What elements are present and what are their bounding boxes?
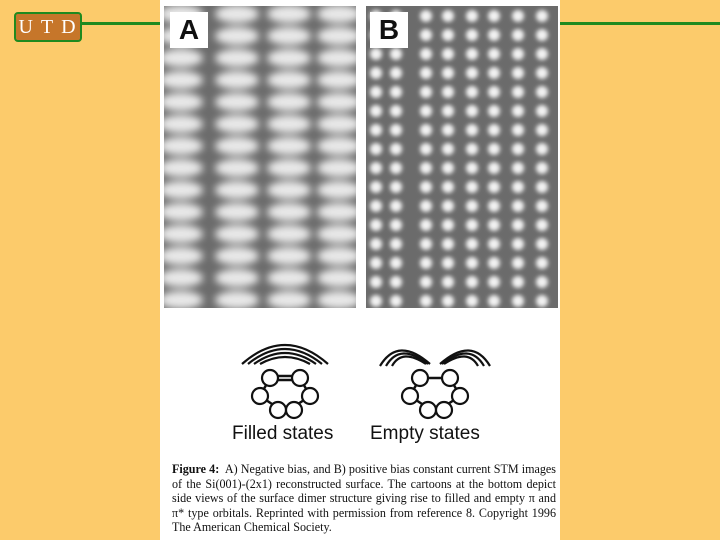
stm-blob (215, 27, 259, 45)
stm-blob (267, 137, 311, 155)
stm-blob (317, 247, 356, 265)
stm-blob (164, 247, 203, 265)
stm-blob (267, 27, 311, 45)
panel-a-label: A (170, 12, 208, 48)
stm-dot (420, 10, 432, 22)
stm-dot (536, 86, 548, 98)
stm-dot (420, 67, 432, 79)
stm-blob (215, 247, 259, 265)
header-rule-right (560, 22, 720, 25)
empty-states-label: Empty states (370, 423, 480, 444)
stm-dot (370, 105, 382, 117)
stm-blob (164, 225, 203, 243)
stm-dot (536, 162, 548, 174)
stm-dot (536, 10, 548, 22)
stm-dot (488, 200, 500, 212)
stm-dot (466, 67, 478, 79)
stm-dot (488, 219, 500, 231)
stm-blob (215, 71, 259, 89)
stm-blob (317, 6, 356, 23)
stm-dot (420, 86, 432, 98)
empty-states-cartoon (370, 334, 500, 424)
stm-blob (317, 269, 356, 287)
stm-dot (488, 257, 500, 269)
stm-dot (370, 257, 382, 269)
stm-dot (420, 29, 432, 41)
stm-blob (164, 269, 203, 287)
stm-dot (370, 181, 382, 193)
stm-blob (317, 225, 356, 243)
stm-dot (488, 124, 500, 136)
stm-dot (536, 48, 548, 60)
stm-dot (512, 219, 524, 231)
stm-blob (267, 291, 311, 308)
stm-dot (420, 200, 432, 212)
stm-dot (442, 295, 454, 307)
stm-dot (370, 276, 382, 288)
stm-dot (370, 238, 382, 250)
stm-dot (390, 67, 402, 79)
logo-text: UTD (18, 15, 84, 38)
stm-dot (390, 48, 402, 60)
stm-dot (420, 124, 432, 136)
stm-blob (267, 71, 311, 89)
stm-dot (442, 86, 454, 98)
stm-dot (512, 124, 524, 136)
stm-blob (164, 49, 203, 67)
stm-dot (536, 67, 548, 79)
stm-dot (488, 105, 500, 117)
stm-blob (215, 203, 259, 221)
stm-dot (370, 124, 382, 136)
stm-image-a (164, 6, 356, 308)
stm-dot (512, 29, 524, 41)
stm-dot (466, 162, 478, 174)
stm-dot (370, 86, 382, 98)
stm-blob (215, 49, 259, 67)
stm-dot (442, 200, 454, 212)
stm-dot (536, 124, 548, 136)
stm-dot (536, 257, 548, 269)
stm-dot (512, 200, 524, 212)
stm-dot (512, 10, 524, 22)
stm-blob (215, 137, 259, 155)
stm-dot (390, 105, 402, 117)
stm-dot (536, 295, 548, 307)
filled-states-label: Filled states (232, 423, 334, 444)
stm-dot (466, 276, 478, 288)
stm-dot (420, 276, 432, 288)
stm-dot (420, 257, 432, 269)
stm-dot (442, 162, 454, 174)
stm-dot (442, 105, 454, 117)
stm-dot (370, 67, 382, 79)
stm-dot (512, 86, 524, 98)
utd-logo (14, 12, 82, 42)
header-rule-left (82, 22, 160, 25)
stm-dot (512, 276, 524, 288)
stm-dot (466, 124, 478, 136)
stm-dot (442, 48, 454, 60)
stm-blob (267, 203, 311, 221)
stm-dot (466, 200, 478, 212)
stm-dot (488, 181, 500, 193)
stm-dot (466, 143, 478, 155)
stm-dot (512, 238, 524, 250)
stm-dot (488, 276, 500, 288)
stm-dot (512, 67, 524, 79)
stm-dot (370, 162, 382, 174)
stm-blob (215, 291, 259, 308)
stm-blob (267, 49, 311, 67)
stm-dot (442, 29, 454, 41)
stm-blob (317, 49, 356, 67)
stm-dot (536, 181, 548, 193)
stm-dot (420, 219, 432, 231)
stm-dot (420, 143, 432, 155)
stm-pattern-b (366, 6, 558, 308)
stm-dot (536, 143, 548, 155)
stm-blob (164, 159, 203, 177)
stm-dot (466, 29, 478, 41)
stm-dot (466, 48, 478, 60)
stm-blob (317, 203, 356, 221)
stm-dot (442, 219, 454, 231)
stm-dot (488, 29, 500, 41)
stm-blob (317, 137, 356, 155)
stm-dot (488, 67, 500, 79)
stm-dot (390, 238, 402, 250)
stm-dot (370, 295, 382, 307)
stm-dot (512, 181, 524, 193)
stm-dot (370, 143, 382, 155)
stm-blob (164, 93, 203, 111)
stm-dot (536, 200, 548, 212)
stm-blob (164, 71, 203, 89)
stm-dot (442, 181, 454, 193)
stm-blob (215, 181, 259, 199)
stm-dot (466, 219, 478, 231)
stm-blob (317, 159, 356, 177)
stm-blob (164, 115, 203, 133)
stm-dot (466, 10, 478, 22)
stm-dot (466, 105, 478, 117)
stm-blob (215, 269, 259, 287)
stm-dot (488, 48, 500, 60)
stm-dot (512, 105, 524, 117)
stm-dot (442, 238, 454, 250)
stm-blob (215, 93, 259, 111)
stm-dot (488, 295, 500, 307)
stm-dot (420, 105, 432, 117)
stm-blob (267, 115, 311, 133)
stm-blob (164, 291, 203, 308)
stm-dot (466, 257, 478, 269)
stm-dot (390, 162, 402, 174)
stm-dot (466, 86, 478, 98)
stm-blob (164, 203, 203, 221)
stm-dot (442, 257, 454, 269)
stm-blob (164, 137, 203, 155)
stm-pattern-a (164, 6, 356, 308)
stm-blob (267, 225, 311, 243)
stm-dot (420, 238, 432, 250)
caption-body: A) Negative bias, and B) positive bias constant current STM images of the Si(001)-(2x1) reconstructed surface. The cartoons at the bottom depict side views of the surface dimer structure giving rise to filled and empty π and π* type orbitals. Reprinted with permission from reference 8. Copyright 1996 The American Chemical Society. (172, 462, 557, 535)
stm-dot (442, 124, 454, 136)
stm-dot (390, 219, 402, 231)
stm-dot (420, 48, 432, 60)
stm-dot (512, 143, 524, 155)
stm-dot (390, 295, 402, 307)
stm-dot (536, 238, 548, 250)
stm-blob (267, 93, 311, 111)
stm-blob (215, 115, 259, 133)
stm-dot (536, 105, 548, 117)
figure-sheet (160, 0, 560, 540)
stm-dot (370, 200, 382, 212)
stm-dot (442, 143, 454, 155)
stm-dot (512, 162, 524, 174)
stm-dot (466, 181, 478, 193)
stm-blob (317, 93, 356, 111)
stm-blob (215, 6, 259, 23)
filled-states-cartoon (230, 334, 340, 424)
stm-dot (390, 143, 402, 155)
stm-dot (442, 10, 454, 22)
stm-dot (488, 86, 500, 98)
stm-blob (267, 269, 311, 287)
stm-blob (317, 181, 356, 199)
stm-blob (317, 71, 356, 89)
stm-blob (267, 247, 311, 265)
stm-dot (442, 67, 454, 79)
stm-blob (215, 225, 259, 243)
stm-blob (267, 159, 311, 177)
stm-dot (442, 276, 454, 288)
stm-dot (536, 219, 548, 231)
stm-dot (370, 219, 382, 231)
stm-dot (536, 29, 548, 41)
stm-dot (488, 143, 500, 155)
stm-dot (488, 10, 500, 22)
caption-lead: Figure 4: (172, 462, 220, 476)
stm-dot (390, 200, 402, 212)
stm-dot (390, 276, 402, 288)
stm-dot (390, 124, 402, 136)
stm-dot (488, 162, 500, 174)
stm-dot (390, 86, 402, 98)
figure-caption (172, 462, 556, 535)
stm-blob (317, 27, 356, 45)
stm-dot (370, 48, 382, 60)
panel-b-label: B (370, 12, 408, 48)
stm-dot (420, 181, 432, 193)
stm-dot (420, 162, 432, 174)
stm-dot (512, 295, 524, 307)
stm-blob (267, 181, 311, 199)
stm-dot (390, 257, 402, 269)
stm-dot (390, 181, 402, 193)
stm-blob (215, 159, 259, 177)
stm-blob (164, 181, 203, 199)
stm-dot (420, 295, 432, 307)
stm-dot (512, 48, 524, 60)
stm-dot (466, 238, 478, 250)
stm-dot (536, 276, 548, 288)
stm-blob (267, 6, 311, 23)
stm-blob (317, 291, 356, 308)
stm-image-b (366, 6, 558, 308)
stm-blob (317, 115, 356, 133)
stm-dot (466, 295, 478, 307)
stm-dot (488, 238, 500, 250)
stm-dot (512, 257, 524, 269)
